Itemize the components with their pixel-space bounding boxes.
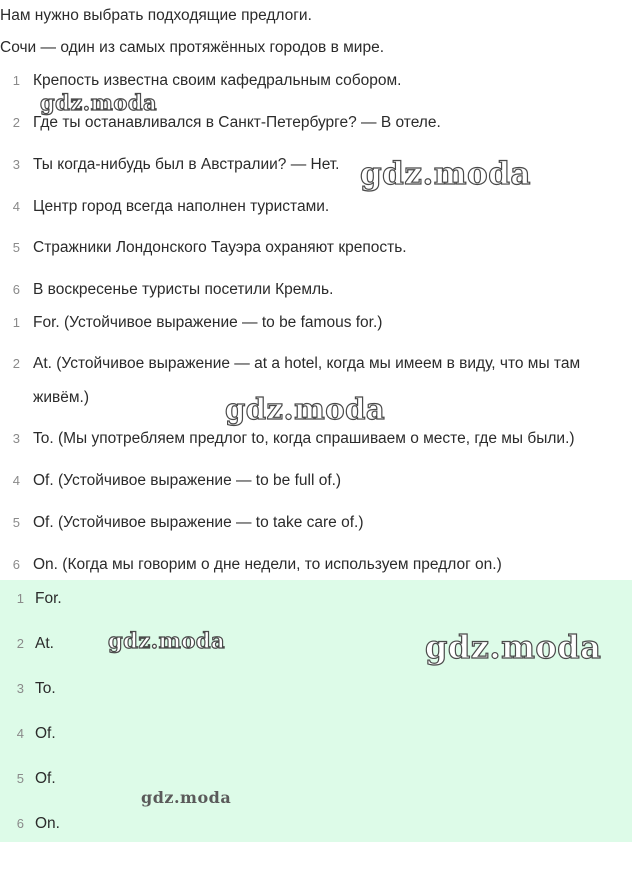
item-number: 2	[12, 115, 20, 130]
item-number: 6	[16, 816, 24, 831]
watermark-logo: gdz.moda	[40, 90, 158, 115]
item-text: Крепость известна своим кафедральным собором.	[33, 72, 402, 89]
item-text: Of.	[35, 770, 56, 787]
item-number: 2	[16, 636, 24, 651]
item-text: Ты когда-нибудь был в Австралии? — Нет.	[33, 156, 340, 173]
item-number: 5	[12, 515, 20, 530]
item-text: To.	[35, 680, 56, 697]
item-text: Of.	[35, 725, 56, 742]
item-number: 2	[12, 356, 20, 371]
item-number: 3	[12, 157, 20, 172]
item-number: 4	[12, 199, 20, 214]
item-number: 3	[12, 431, 20, 446]
watermark-logo: gdz.moda	[141, 788, 232, 807]
task-example: Сочи — один из самых протяжённых городов в мире.	[0, 39, 384, 56]
item-number: 6	[12, 282, 20, 297]
item-number: 1	[12, 315, 20, 330]
item-text: For.	[35, 590, 62, 607]
item-text: Of. (Устойчивое выражение — to be full of.)	[33, 472, 342, 489]
watermark-logo: gdz.moda	[108, 628, 226, 653]
watermark-logo: gdz.moda	[225, 392, 386, 426]
item-text: Of. (Устойчивое выражение — to take care of.)	[33, 514, 364, 531]
watermark-logo: gdz.moda	[360, 156, 531, 192]
item-text: Стражники Лондонского Тауэра охраняют крепость.	[33, 239, 407, 256]
item-number: 3	[16, 681, 24, 696]
item-number: 1	[12, 73, 20, 88]
item-text: To. (Мы употребляем предлог to, когда спрашиваем о месте, где мы были.)	[33, 430, 575, 447]
item-number: 5	[12, 240, 20, 255]
item-text: At.	[35, 635, 54, 652]
item-text: On. (Когда мы говорим о дне недели, то используем предлог on.)	[33, 556, 502, 573]
task-intro: Нам нужно выбрать подходящие предлоги.	[0, 7, 312, 24]
item-text: For. (Устойчивое выражение — to be famous for.)	[33, 314, 383, 331]
item-text: On.	[35, 815, 60, 832]
watermark-logo: gdz.moda	[425, 628, 602, 666]
item-number: 4	[12, 473, 20, 488]
item-number: 4	[16, 726, 24, 741]
item-number: 1	[16, 591, 24, 606]
item-number: 6	[12, 557, 20, 572]
item-text: Центр город всегда наполнен туристами.	[33, 198, 330, 215]
item-number: 5	[16, 771, 24, 786]
answers-panel	[0, 580, 632, 842]
item-text: В воскресенье туристы посетили Кремль.	[33, 281, 334, 298]
item-text: живём.)	[33, 389, 90, 406]
item-text: At. (Устойчивое выражение — at a hotel, когда мы имеем в виду, что мы там	[33, 355, 581, 372]
item-text: Где ты останавливался в Санкт-Петербурге? — В отеле.	[33, 114, 441, 131]
